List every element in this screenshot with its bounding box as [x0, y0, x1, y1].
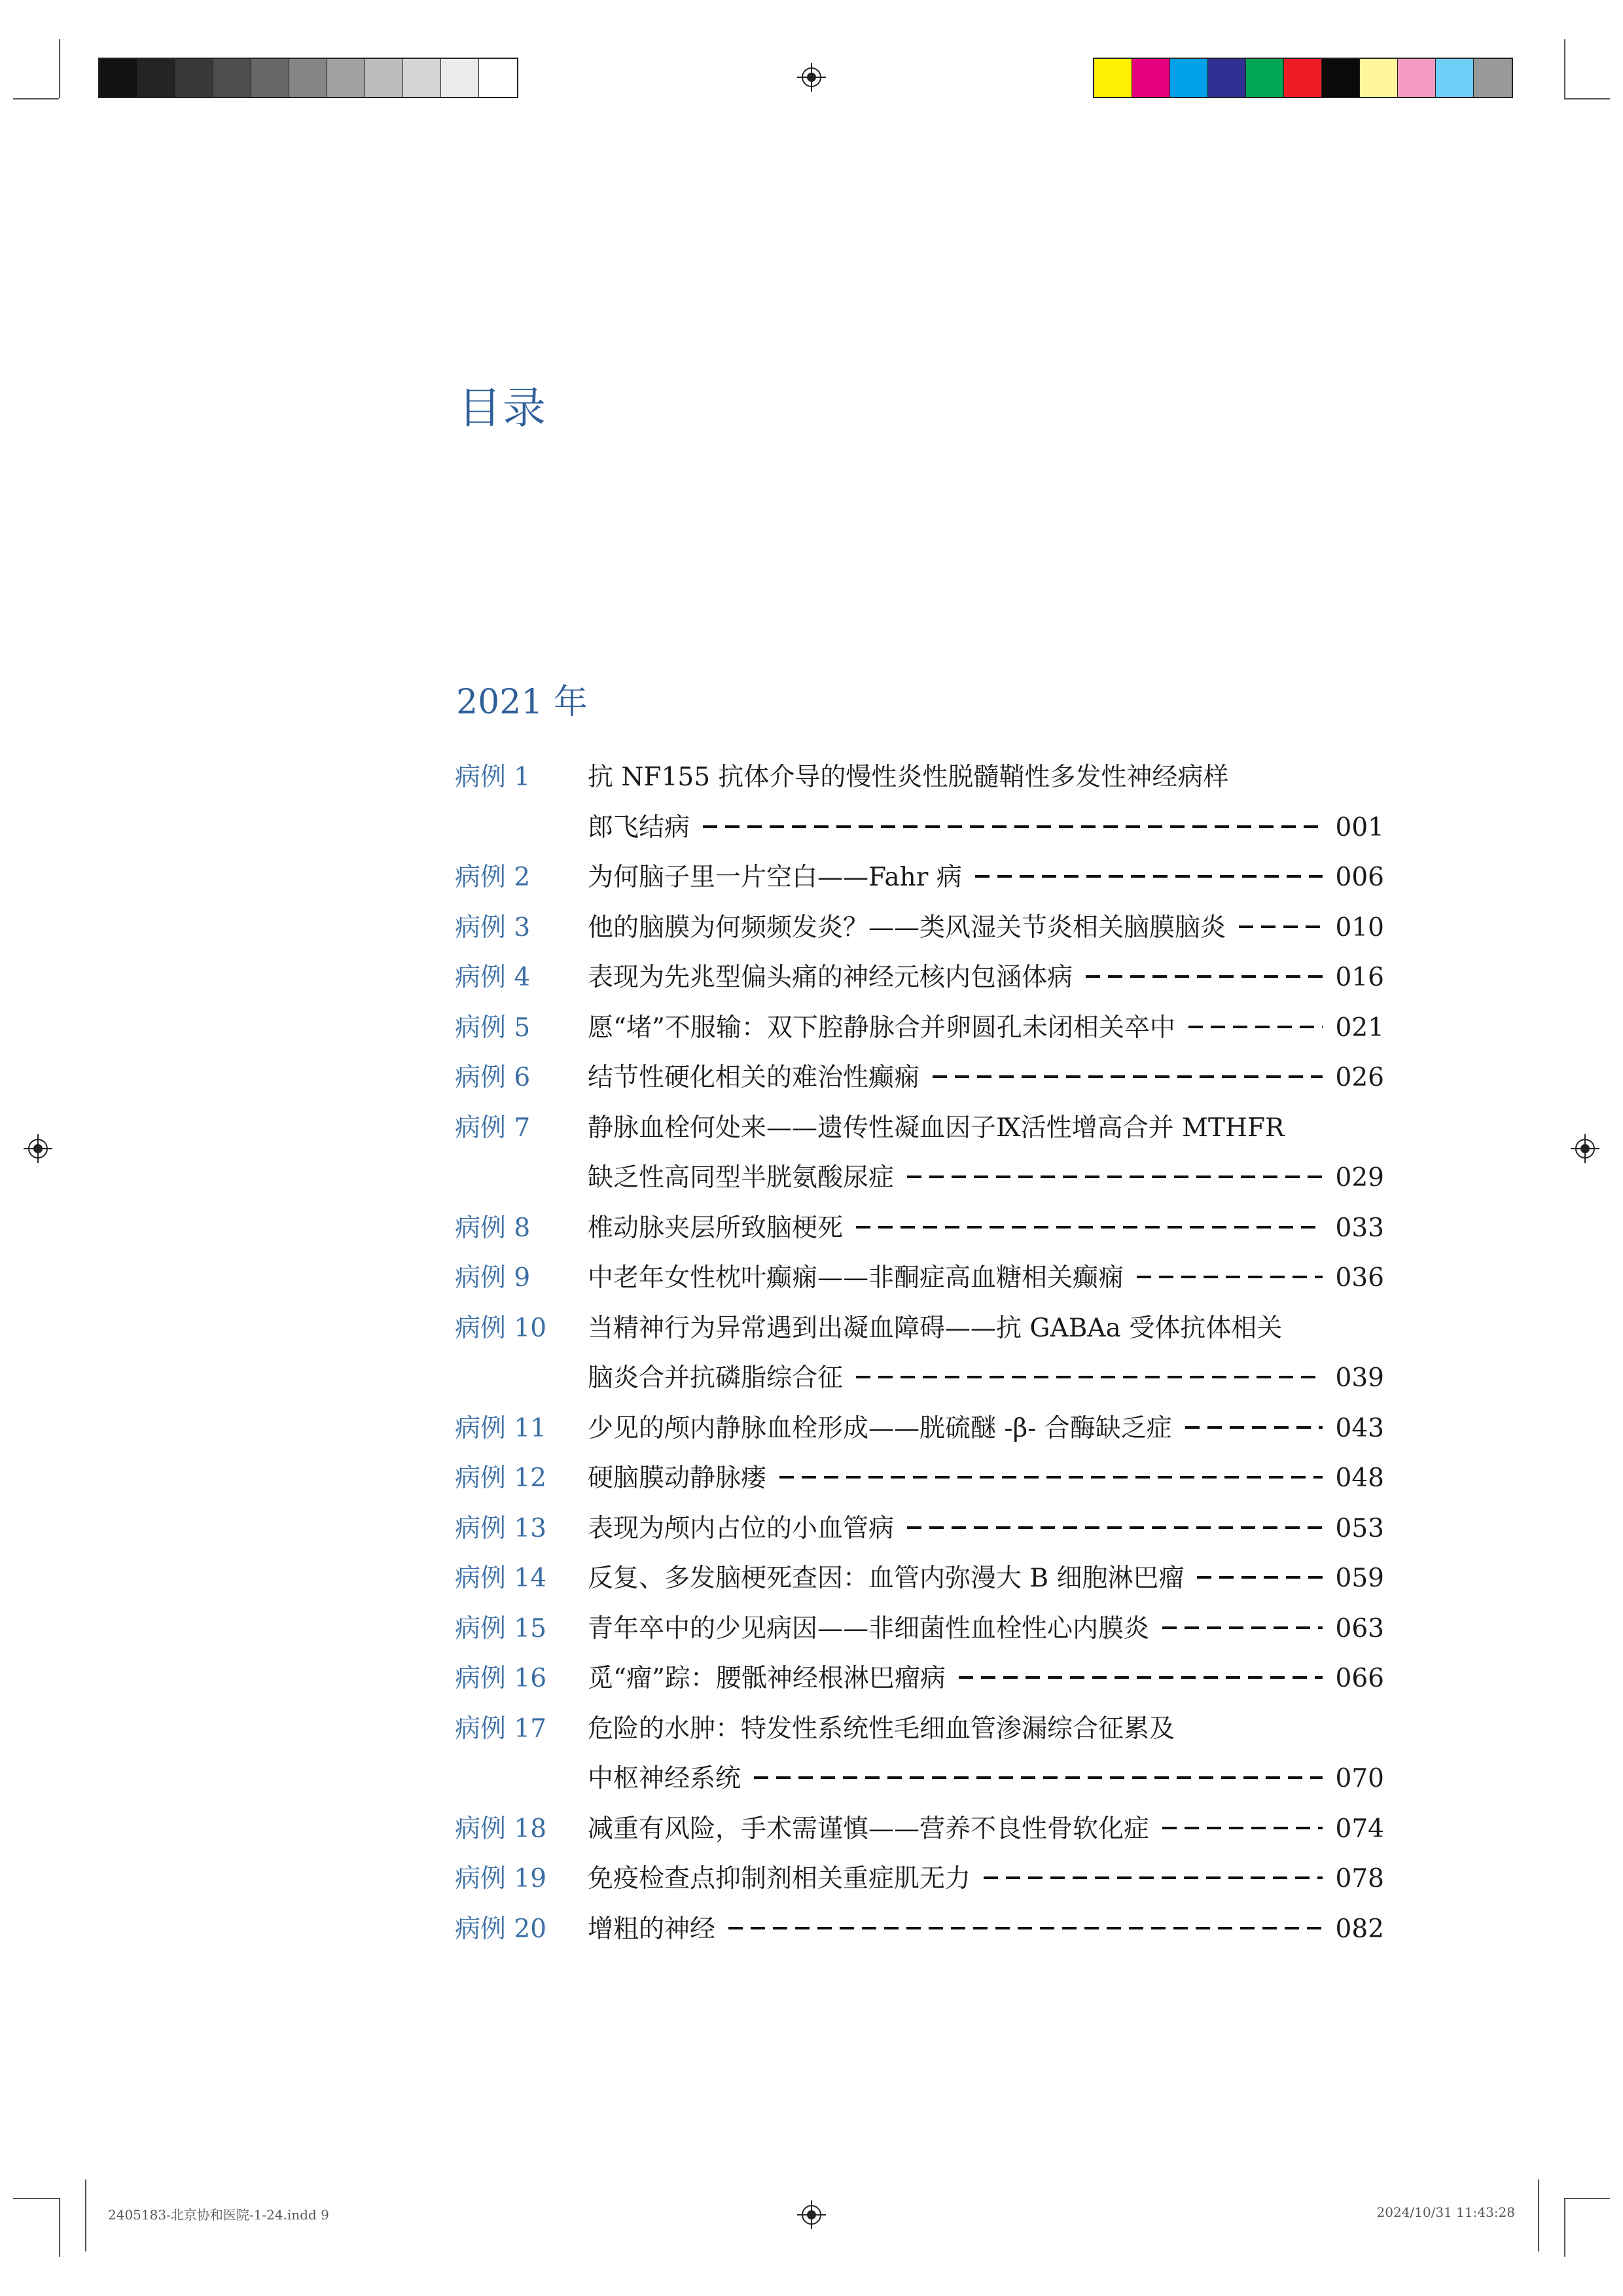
dot-leader — [1188, 1026, 1323, 1028]
toc-entry[interactable] — [455, 853, 1384, 903]
toc-line — [455, 1804, 1384, 1855]
gray-swatch — [403, 59, 441, 97]
toc-line — [455, 953, 1384, 1003]
color-swatch — [1208, 59, 1246, 97]
dot-leader — [1197, 1576, 1323, 1579]
color-swatch — [1246, 59, 1284, 97]
registration-mark-icon — [797, 63, 826, 92]
toc-entry[interactable] — [455, 1404, 1384, 1454]
dot-leader — [959, 1676, 1323, 1679]
color-swatch — [1094, 59, 1132, 97]
entry-title: 当精神行为异常遇到出凝血障碍——抗 GABAa 受体抗体相关 — [588, 1313, 1283, 1343]
entry-title: 青年卒中的少见病因——非细菌性血栓性心内膜炎 — [588, 1613, 1150, 1643]
dot-leader — [703, 825, 1323, 828]
dot-leader — [1086, 975, 1323, 978]
case-number: 病例 13 — [455, 1513, 547, 1543]
toc-line — [455, 1003, 1384, 1054]
page-number: 053 — [1335, 1513, 1384, 1543]
case-number: 病例 12 — [455, 1463, 547, 1493]
toc-entry[interactable] — [455, 1604, 1384, 1655]
toc-line — [455, 1504, 1384, 1554]
page-number: 010 — [1335, 912, 1384, 942]
dot-leader — [1185, 1426, 1323, 1429]
toc-line — [455, 1454, 1384, 1504]
page-number: 066 — [1335, 1664, 1384, 1693]
page-number: 026 — [1335, 1063, 1384, 1092]
toc-line — [455, 1053, 1384, 1103]
page-number: 029 — [1335, 1163, 1384, 1193]
case-number: 病例 17 — [455, 1713, 547, 1744]
page-number: 070 — [1335, 1764, 1384, 1793]
page-number: 001 — [1335, 812, 1384, 842]
entry-title: 静脉血栓何处来——遗传性凝血因子Ⅸ活性增高合并 MTHFR — [588, 1113, 1285, 1143]
page-title: 目录 — [458, 383, 547, 433]
page-number: 048 — [1335, 1463, 1384, 1493]
page-number: 033 — [1335, 1213, 1384, 1243]
registration-mark-icon — [24, 1134, 52, 1163]
entry-title: 免疫检查点抑制剂相关重症肌无力 — [588, 1864, 971, 1893]
entry-title: 硬脑膜动静脉瘘 — [588, 1463, 767, 1493]
page-number: 074 — [1335, 1814, 1384, 1844]
dot-leader — [779, 1476, 1323, 1479]
case-number: 病例 20 — [455, 1914, 547, 1944]
toc-entry[interactable] — [455, 1103, 1384, 1204]
entry-title: 中枢神经系统 — [588, 1764, 741, 1793]
page-number: 059 — [1335, 1564, 1384, 1593]
color-swatch — [1398, 59, 1436, 97]
crop-mark — [13, 2198, 59, 2199]
toc-entry[interactable] — [455, 1654, 1384, 1704]
entry-title: 缺乏性高同型半胱氨酸尿症 — [588, 1163, 895, 1193]
toc-line — [455, 1204, 1384, 1254]
toc-entry[interactable] — [455, 753, 1384, 853]
entry-title: 郎飞结病 — [588, 812, 690, 842]
entry-title: 愿“堵”不服输：双下腔静脉合并卵圆孔未闭相关卒中 — [588, 1013, 1175, 1043]
dot-leader — [1239, 925, 1323, 928]
entry-title: 他的脑膜为何频频发炎？——类风湿关节炎相关脑膜脑炎 — [588, 912, 1226, 942]
toc-line — [455, 1153, 1384, 1204]
toc-entry[interactable] — [455, 1253, 1384, 1304]
toc-line — [455, 1304, 1384, 1354]
crop-mark — [1564, 39, 1565, 98]
table-of-contents — [455, 753, 1384, 1954]
crop-mark — [85, 2179, 86, 2251]
dot-leader — [856, 1376, 1323, 1378]
toc-line — [455, 853, 1384, 903]
gray-swatch — [365, 59, 403, 97]
page-number: 006 — [1335, 863, 1384, 892]
case-number: 病例 11 — [455, 1413, 547, 1443]
gray-swatch — [479, 59, 517, 97]
toc-line — [455, 1604, 1384, 1655]
gray-swatch — [137, 59, 175, 97]
dot-leader — [1137, 1276, 1323, 1278]
entry-title: 结节性硬化相关的难治性癫痫 — [588, 1063, 920, 1092]
toc-line — [455, 1103, 1384, 1154]
toc-entry[interactable] — [455, 953, 1384, 1003]
gray-swatch — [441, 59, 479, 97]
toc-entry[interactable] — [455, 1304, 1384, 1404]
toc-entry[interactable] — [455, 1854, 1384, 1905]
gray-swatch — [213, 59, 251, 97]
gray-swatch — [327, 59, 365, 97]
crop-mark — [1564, 98, 1610, 99]
toc-line — [455, 1905, 1384, 1955]
toc-entry[interactable] — [455, 1504, 1384, 1554]
registration-mark-icon — [1571, 1134, 1599, 1163]
year-heading: 2021 年 — [456, 683, 588, 722]
toc-entry[interactable] — [455, 903, 1384, 954]
gray-swatch — [175, 59, 213, 97]
page-number: 016 — [1335, 963, 1384, 992]
crop-mark — [1564, 2198, 1565, 2257]
dot-leader — [984, 1876, 1323, 1879]
toc-entry[interactable] — [455, 1804, 1384, 1855]
registration-mark-icon — [797, 2200, 826, 2229]
case-number: 病例 15 — [455, 1613, 547, 1643]
page-number: 063 — [1335, 1613, 1384, 1643]
toc-line — [455, 1854, 1384, 1905]
case-number: 病例 10 — [455, 1313, 547, 1343]
color-swatch — [1132, 59, 1170, 97]
case-number: 病例 2 — [455, 863, 531, 892]
entry-title: 椎动脉夹层所致脑梗死 — [588, 1213, 844, 1243]
entry-title: 脑炎合并抗磷脂综合征 — [588, 1363, 844, 1393]
color-swatch — [1322, 59, 1360, 97]
toc-line — [455, 1704, 1384, 1755]
case-number: 病例 5 — [455, 1013, 531, 1043]
case-number: 病例 14 — [455, 1564, 547, 1593]
case-number: 病例 1 — [455, 762, 531, 792]
page-number: 039 — [1335, 1363, 1384, 1393]
dot-leader — [907, 1526, 1323, 1529]
entry-title: 觅“瘤”踪：腰骶神经根淋巴瘤病 — [588, 1664, 946, 1693]
entry-title: 表现为先兆型偏头痛的神经元核内包涵体病 — [588, 963, 1073, 992]
case-number: 病例 4 — [455, 963, 531, 992]
toc-entry[interactable] — [455, 1554, 1384, 1604]
color-swatch — [1360, 59, 1398, 97]
color-swatch — [1436, 59, 1474, 97]
case-number: 病例 8 — [455, 1213, 531, 1243]
entry-title: 反复、多发脑梗死查因：血管内弥漫大 B 细胞淋巴瘤 — [588, 1564, 1185, 1593]
crop-mark — [1564, 2198, 1610, 2199]
toc-entry[interactable] — [455, 1204, 1384, 1254]
entry-title: 危险的水肿：特发性系统性毛细血管渗漏综合征累及 — [588, 1713, 1175, 1744]
toc-line — [455, 1654, 1384, 1704]
gray-swatch — [289, 59, 327, 97]
entry-title: 中老年女性枕叶癫痫——非酮症高血糖相关癫痫 — [588, 1263, 1124, 1293]
toc-entry[interactable] — [455, 1003, 1384, 1054]
page-number: 036 — [1335, 1263, 1384, 1293]
entry-title: 为何脑子里一片空白——Fahr 病 — [588, 863, 962, 892]
case-number: 病例 6 — [455, 1063, 531, 1092]
page-number: 043 — [1335, 1413, 1384, 1443]
dot-leader — [754, 1776, 1323, 1779]
entry-title: 增粗的神经 — [588, 1914, 716, 1944]
toc-entry[interactable] — [455, 1053, 1384, 1103]
case-number: 病例 16 — [455, 1664, 547, 1693]
entry-title: 表现为颅内占位的小血管病 — [588, 1513, 895, 1543]
case-number: 病例 18 — [455, 1814, 547, 1844]
dot-leader — [933, 1075, 1323, 1078]
entry-title: 减重有风险，手术需谨慎——营养不良性骨软化症 — [588, 1814, 1150, 1844]
case-number: 病例 3 — [455, 912, 531, 942]
entry-title: 少见的颅内静脉血栓形成——胱硫醚 -β- 合酶缺乏症 — [588, 1413, 1172, 1443]
color-swatch — [1284, 59, 1322, 97]
toc-entry[interactable] — [455, 1704, 1384, 1804]
dot-leader — [728, 1927, 1323, 1929]
crop-mark — [59, 39, 60, 98]
file-slug: 2405183-北京协和医院-1-24.indd 9 — [108, 2207, 329, 2223]
toc-entry[interactable] — [455, 1454, 1384, 1504]
page-number: 082 — [1335, 1914, 1384, 1944]
toc-line — [455, 753, 1384, 803]
gray-swatch — [251, 59, 289, 97]
entry-title: 抗 NF155 抗体介导的慢性炎性脱髓鞘性多发性神经病样 — [588, 762, 1229, 792]
page-number: 021 — [1335, 1013, 1384, 1043]
toc-line — [455, 1354, 1384, 1404]
toc-line — [455, 1253, 1384, 1304]
print-timestamp: 2024/10/31 11:43:28 — [1376, 2204, 1515, 2220]
toc-entry[interactable] — [455, 1905, 1384, 1955]
toc-line — [455, 803, 1384, 853]
color-swatch — [1170, 59, 1208, 97]
crop-mark — [13, 98, 59, 99]
crop-mark — [59, 2198, 60, 2257]
case-number: 病例 19 — [455, 1864, 547, 1893]
color-swatch — [1474, 59, 1512, 97]
toc-line — [455, 1404, 1384, 1454]
grayscale-color-bar — [98, 58, 518, 98]
gray-swatch — [99, 59, 137, 97]
toc-line — [455, 903, 1384, 954]
dot-leader — [907, 1175, 1323, 1178]
toc-line — [455, 1554, 1384, 1604]
dot-leader — [1162, 1827, 1323, 1829]
crop-mark — [1538, 2179, 1539, 2251]
case-number: 病例 9 — [455, 1263, 531, 1293]
process-color-bar — [1093, 58, 1513, 98]
case-number: 病例 7 — [455, 1113, 531, 1143]
page-number: 078 — [1335, 1864, 1384, 1893]
dot-leader — [856, 1226, 1323, 1229]
dot-leader — [975, 875, 1323, 878]
dot-leader — [1162, 1626, 1323, 1629]
toc-line — [455, 1754, 1384, 1804]
